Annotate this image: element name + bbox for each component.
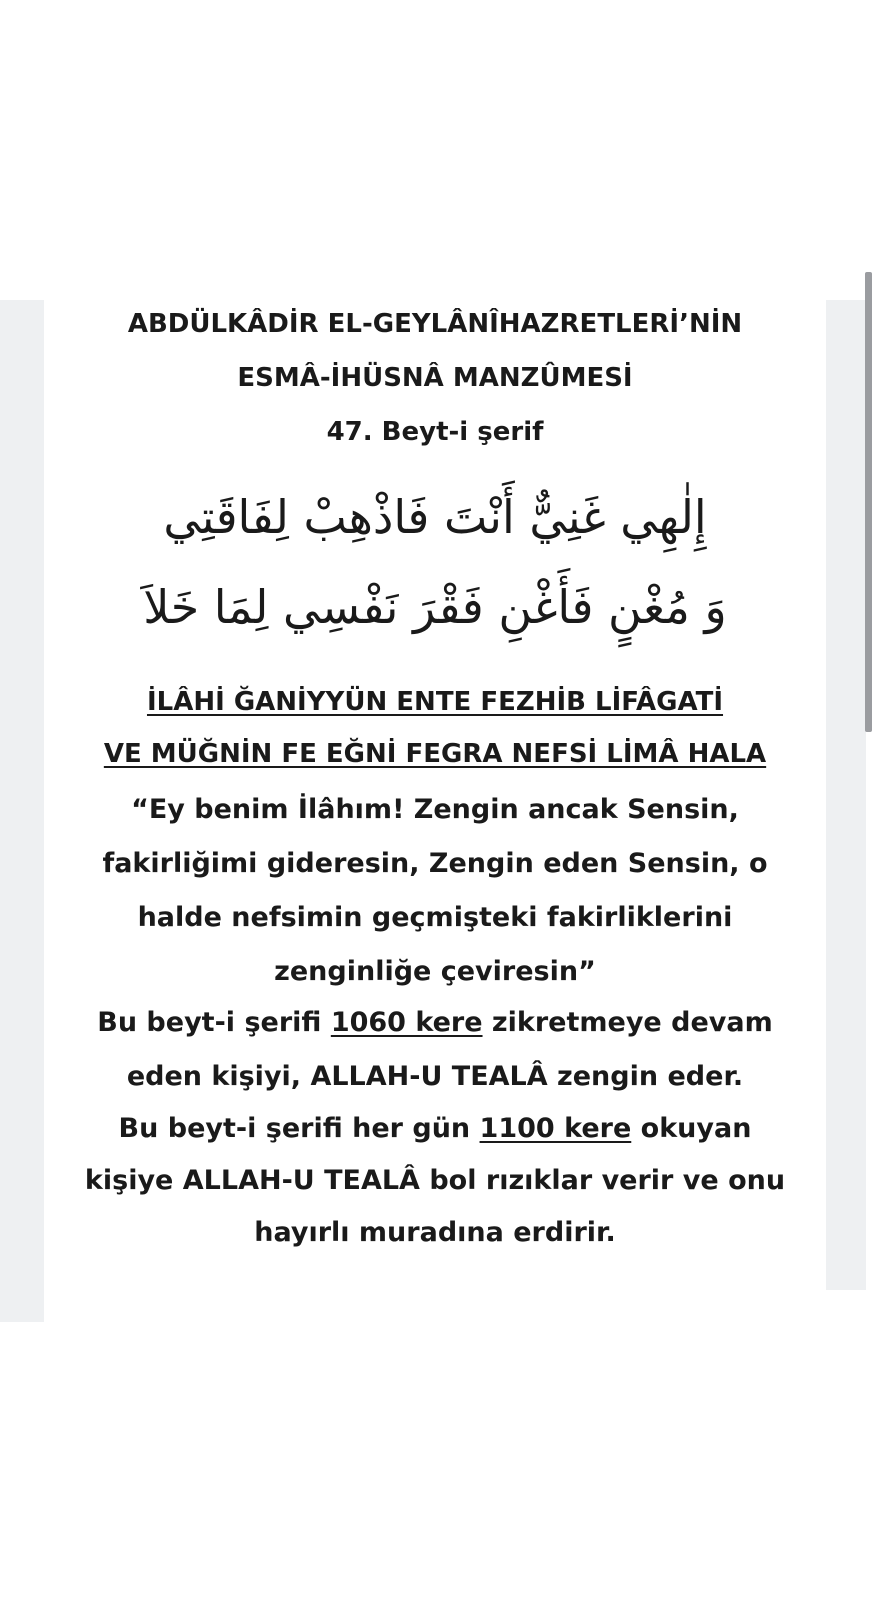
document-card	[44, 300, 826, 1300]
instruction-text: okuyan	[631, 1113, 752, 1144]
verse-number: 47. Beyt-i şerif	[326, 417, 544, 447]
instruction-line-2: eden kişiyi, ALLAH-U TEALÂ zengin eder.	[126, 1061, 744, 1092]
right-margin-panel	[826, 300, 866, 1290]
meaning-line-4: zenginliğe çeviresin”	[274, 956, 596, 987]
instruction-text: Bu beyt-i şerifi her gün	[118, 1113, 480, 1144]
title-line-2: ESMÂ-İHÜSNÂ MANZÛMESİ	[237, 363, 633, 393]
instruction-line-4: kişiye ALLAH-U TEALÂ bol rızıklar verir ve onu	[84, 1165, 786, 1196]
instruction-line-1	[44, 1008, 826, 1038]
repetition-count: 1060 kere	[330, 1007, 483, 1038]
instruction-line-3	[44, 1114, 826, 1144]
scrollbar[interactable]	[865, 272, 872, 732]
title-line-1: ABDÜLKÂDİR EL-GEYLÂNÎHAZRETLERİ’NİN	[127, 309, 743, 339]
left-margin-panel	[0, 300, 44, 1322]
meaning-line-1: “Ey benim İlâhım! Zengin ancak Sensin,	[131, 794, 739, 825]
transliteration-line-1: İLÂHİ ĞANİYYÜN ENTE FEZHİB LİFÂGATİ	[146, 687, 724, 717]
transliteration-line-2: VE MÜĞNİN FE EĞNİ FEGRA NEFSİ LİMÂ HALA	[103, 739, 767, 769]
arabic-line-1: إِلٰهِي غَنِيٌّ أَنْتَ فَاذْهِبْ لِفَاقَتِي	[163, 490, 707, 544]
instruction-line-5: hayırlı muradına erdirir.	[254, 1217, 616, 1248]
repetition-count: 1100 kere	[479, 1113, 632, 1144]
meaning-line-3: halde nefsimin geçmişteki fakirliklerini	[137, 902, 733, 933]
arabic-line-2: وَ مُغْنٍ فَأَغْنِ فَقْرَ نَفْسِي لِمَا خَلاَ	[143, 580, 727, 634]
meaning-line-2: fakirliğimi gideresin, Zengin eden Sensin, o	[102, 848, 768, 879]
instruction-text: Bu beyt-i şerifi	[97, 1007, 331, 1038]
instruction-text: zikretmeye devam	[482, 1007, 773, 1038]
